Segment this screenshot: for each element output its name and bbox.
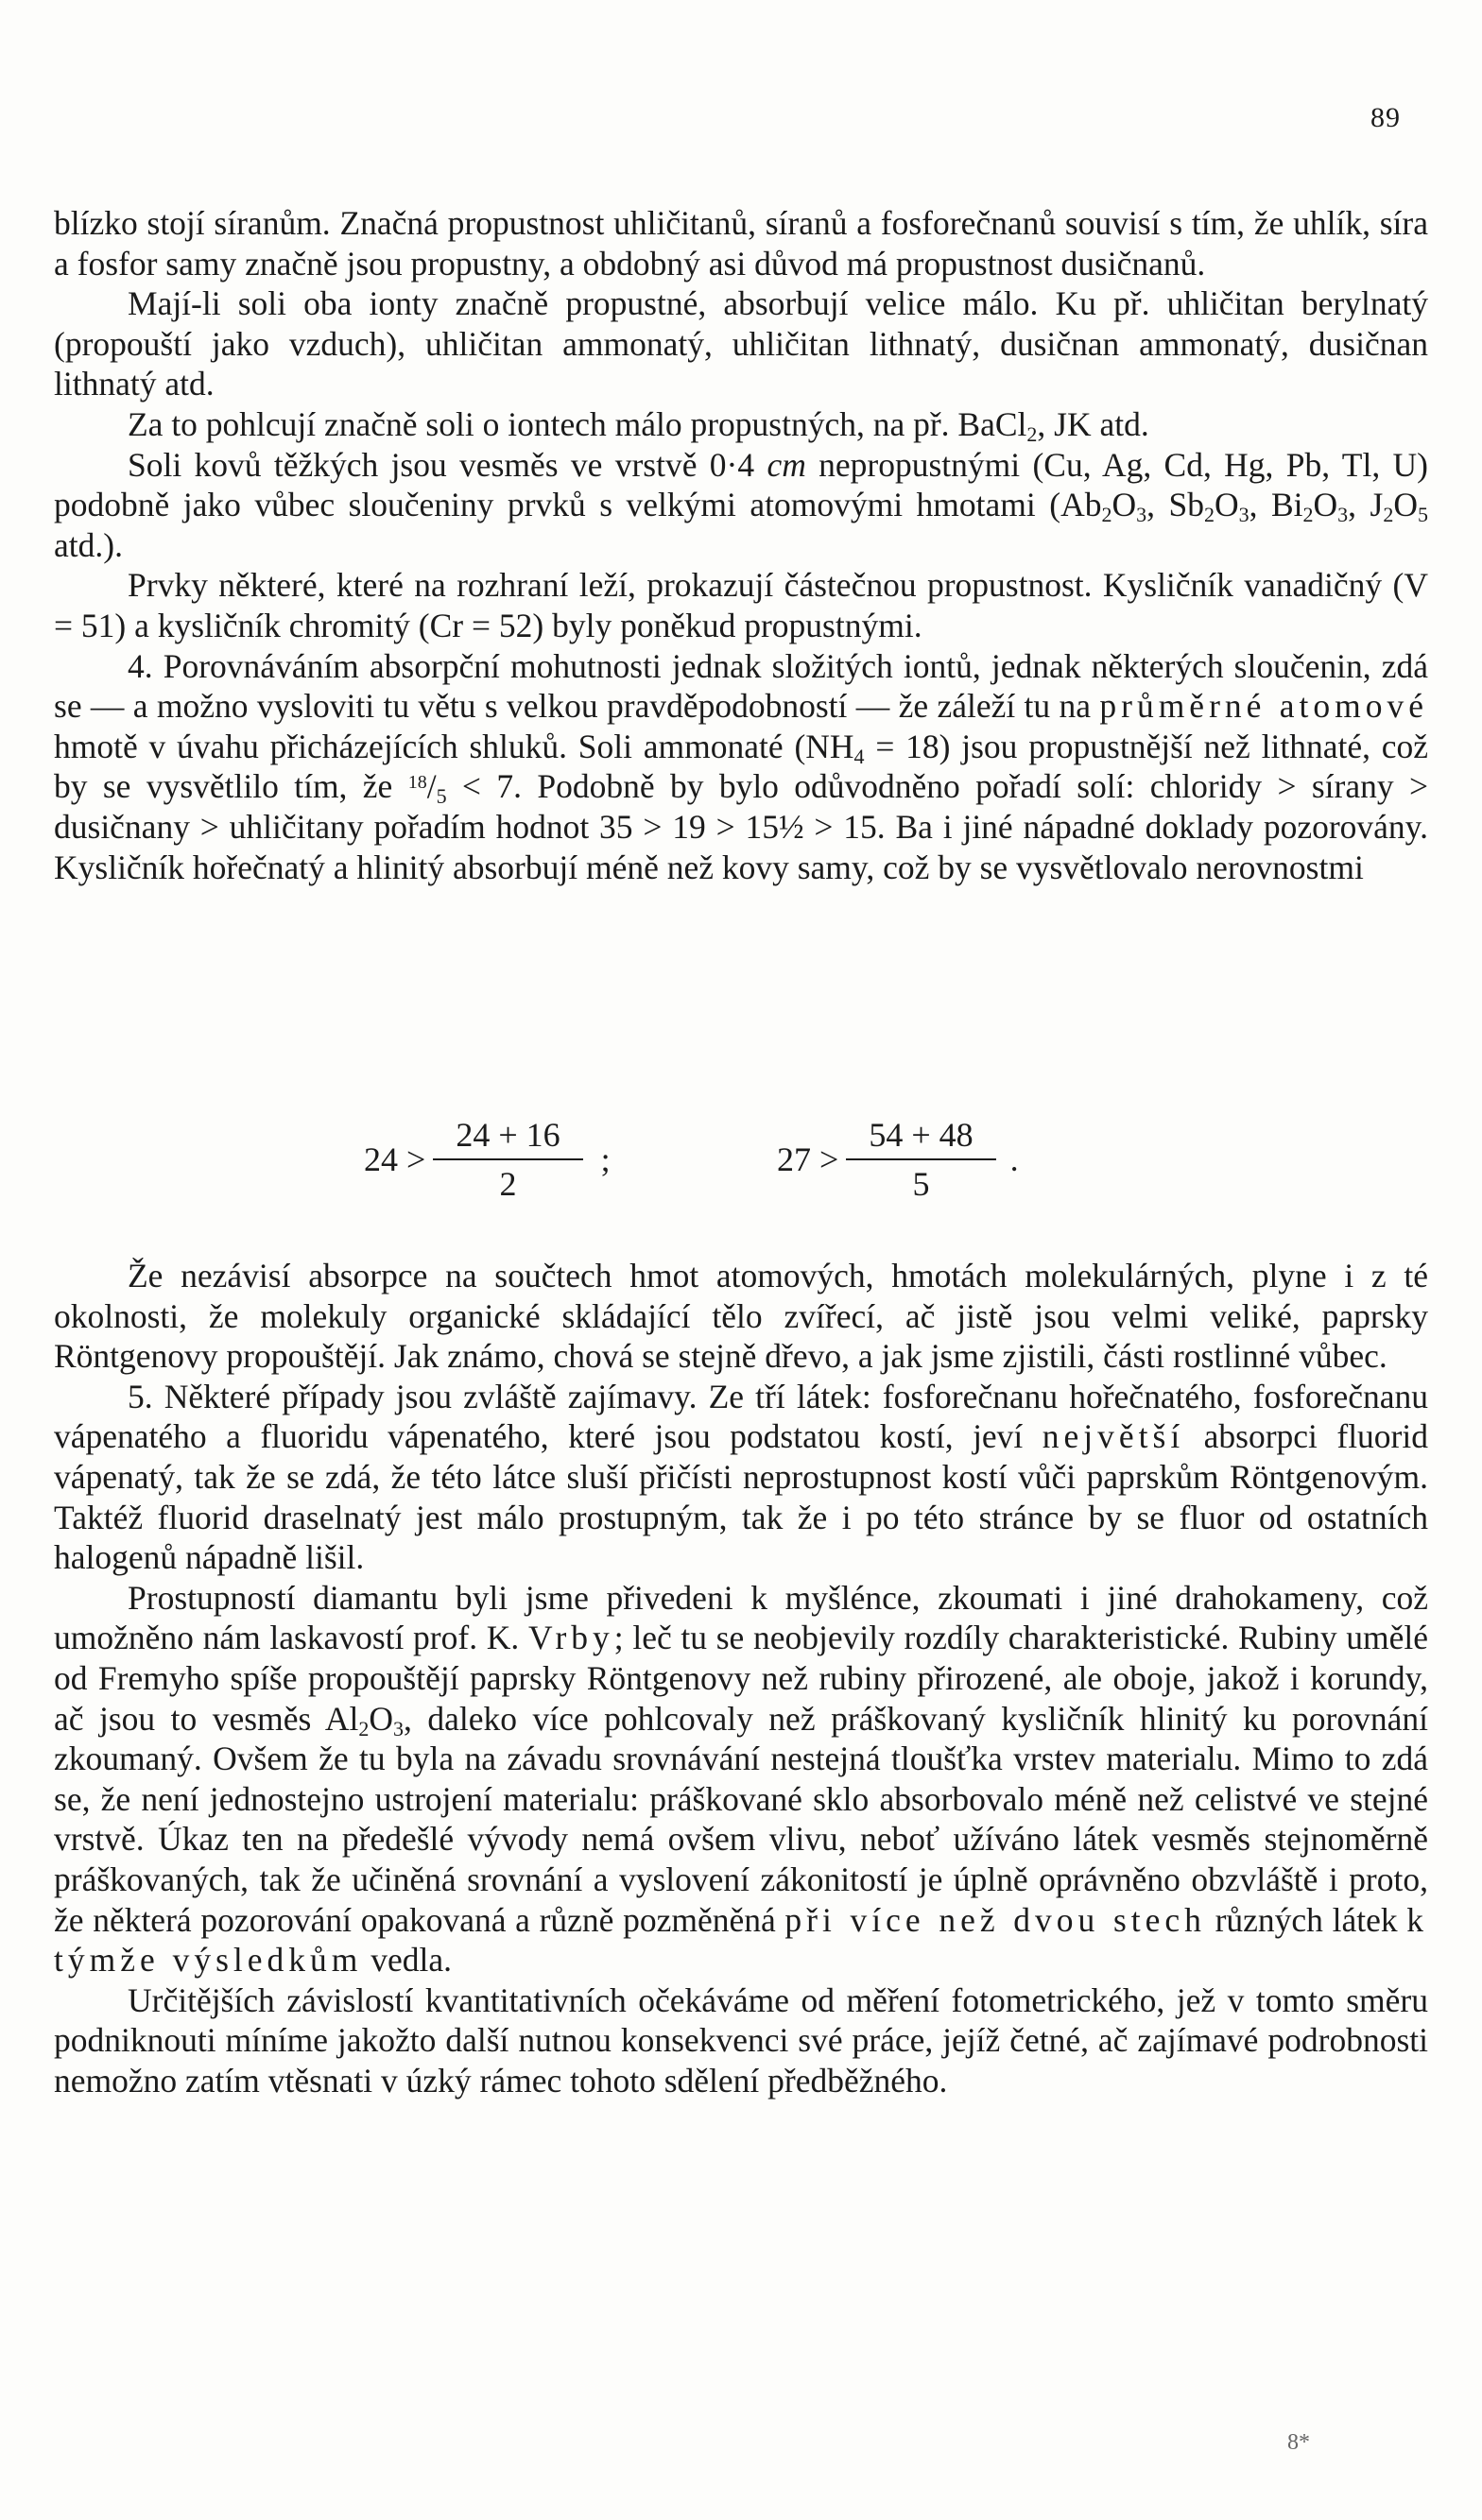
fraction: [846, 1115, 995, 1204]
page-number: 89: [1370, 102, 1401, 133]
body-text-lower: [54, 1256, 1428, 2100]
paragraph: Prostupností diamantu byli jsme přivedeni k myšlénce, zkoumati i jiné drahokameny, což umožněno nám laskavostí prof. K. Vrby; leč tu se neobjevily rozdíly charakteristické. Rubiny umělé od Fremyho spíše propouštějí paprsky Röntgenovy než rubiny přirozené, ale oboje, jakož i korundy, ač jsou to vesměs $Al_2O_3$, daleko více pohlcovaly než práškovaný kysličník hlinitý ku porovnání zkoumaný. Ovšem že tu byla na závadu srovnávání nestejná tloušťka vrstev materialu. Mimo to zdá se, že není jednostejno ustrojení materialu: práškované sklo absorbovalo méně než celistvé ve stejné vrstvě. Úkaz ten na předešlé vývody nemá ovšem vlivu, neboť užíváno látek vesměs stejnoměrně práškovaných, tak že učiněná srovnání a vyslovení zákonitostí je úplně oprávněno obzvláště i proto, že některá pozorování opakovaná a různě pozměněná při více než dvou stech různých látek k týmže výsledkům vedla.: [54, 1578, 1429, 1980]
numerator: 54 + 48: [846, 1115, 995, 1160]
paragraph: Za to pohlcují značně soli o iontech málo propustných, na př. BaCl$_2$, JK atd.: [128, 404, 1149, 446]
denominator: 2: [499, 1165, 517, 1203]
inequality-left: [364, 1115, 618, 1204]
period: .: [1009, 1140, 1019, 1178]
footer-signature-mark: 8*: [1287, 2430, 1310, 2455]
numerator: 24 + 16: [433, 1115, 582, 1160]
fraction: [433, 1115, 582, 1204]
inequality-right: [777, 1115, 1026, 1204]
inequality-lhs: 24 >: [364, 1140, 426, 1178]
paragraph: Soli kovů těžkých jsou vesměs ve vrstvě 0·4 cm nepropustnými (Cu, Ag, Cd, Hg, Pb, Tl, U) podobně jako vůbec sloučeniny prvků s velkými atomovými hmotami ($Ab_2O_3$, $Sb_2O_3$, $Bi_2O_3$, $J_2O_5$ atd.).: [54, 445, 1428, 564]
paragraph: 4. Porovnáváním absorpční mohutnosti jednak složitých iontů, jednak některých sloučenin, zdá se — a možno vysloviti tu větu s velkou pravděpodobností — že záleží tu na průměrné atomové hmotě v úvahu přicházejících shluků. Soli ammonaté $(NH_4 = 18)$ jsou propustnější než lithnaté, což by se vysvětlilo tím, že $^{18}/_5 < 7$. Podobně by bylo odůvodněno pořadí solí: chloridy > sírany > dusičnany > uhličitany pořadím hodnot 35 > 19 > 15½ > 15. Ba i jiné nápadné doklady pozorovány. Kysličník hořečnatý a hlinitý absorbují méně než kovy samy, což by se vysvětlovalo nerovnostmi: [54, 646, 1428, 886]
paragraph: Mají-li soli oba ionty značně propustné, absorbují velice málo. Ku př. uhličitan berylnatý (propouští jako vzduch), uhličitan ammonatý, uhličitan lithnatý, dusičnan ammonatý, dusičnan lithnatý atd.: [54, 284, 1428, 403]
paragraph: blízko stojí síranům. Značná propustnost uhličitanů, síranů a fosforečnanů souvisí s tím, že uhlík, síra a fosfor samy značně jsou propustny, a obdobný asi důvod má propustnost dusičnanů.: [54, 204, 1428, 283]
paragraph: 5. Některé případy jsou zvláště zajímavy. Ze tří látek: fosforečnanu hořečnatého, fosforečnanu vápenatého a fluoridu vápenatého, které jsou podstatou kostí, jeví největší absorpci fluorid vápenatý, tak že se zdá, že této látce sluší přičísti neprostupnost kostí vůči paprskům Röntgenovým. Taktéž fluorid draselnatý jest málo prostupným, tak že i po této stránce by se fluor od ostatních halogenů nápadně lišil.: [54, 1377, 1428, 1577]
denominator: 5: [912, 1165, 930, 1203]
inequality-lhs: 27 >: [777, 1140, 839, 1178]
paragraph: Že nezávisí absorpce na součtech hmot atomových, hmotách molekulárných, plyne i z té okolnosti, že molekuly organické skládající tělo zvířecí, ač jistě jsou velmi veliké, paprsky Röntgenovy propouštějí. Jak známo, chová se stejně dřevo, a jak jsme zjistili, části rostlinné vůbec.: [54, 1257, 1428, 1376]
paragraph: Určitějších závislostí kvantitativních očekáváme od měření fotometrického, jež v tomto směru podniknouti míníme jakožto další nutnou konsekvenci své práce, jejíž četné, ač zajímavé podrobnosti nemožno zatím vtěsnati v úzký rámec tohoto sdělení předběžného.: [54, 1980, 1428, 2100]
body-text-upper: [54, 203, 1428, 887]
paragraph: Prvky některé, které na rozhraní leží, prokazují částečnou propustnost. Kysličník vanadičný (V = 51) a kysličník chromitý (Cr = 52) byly poněkud propustnými.: [54, 566, 1428, 644]
separator: ;: [600, 1140, 611, 1178]
inequalities: [0, 1115, 1482, 1219]
